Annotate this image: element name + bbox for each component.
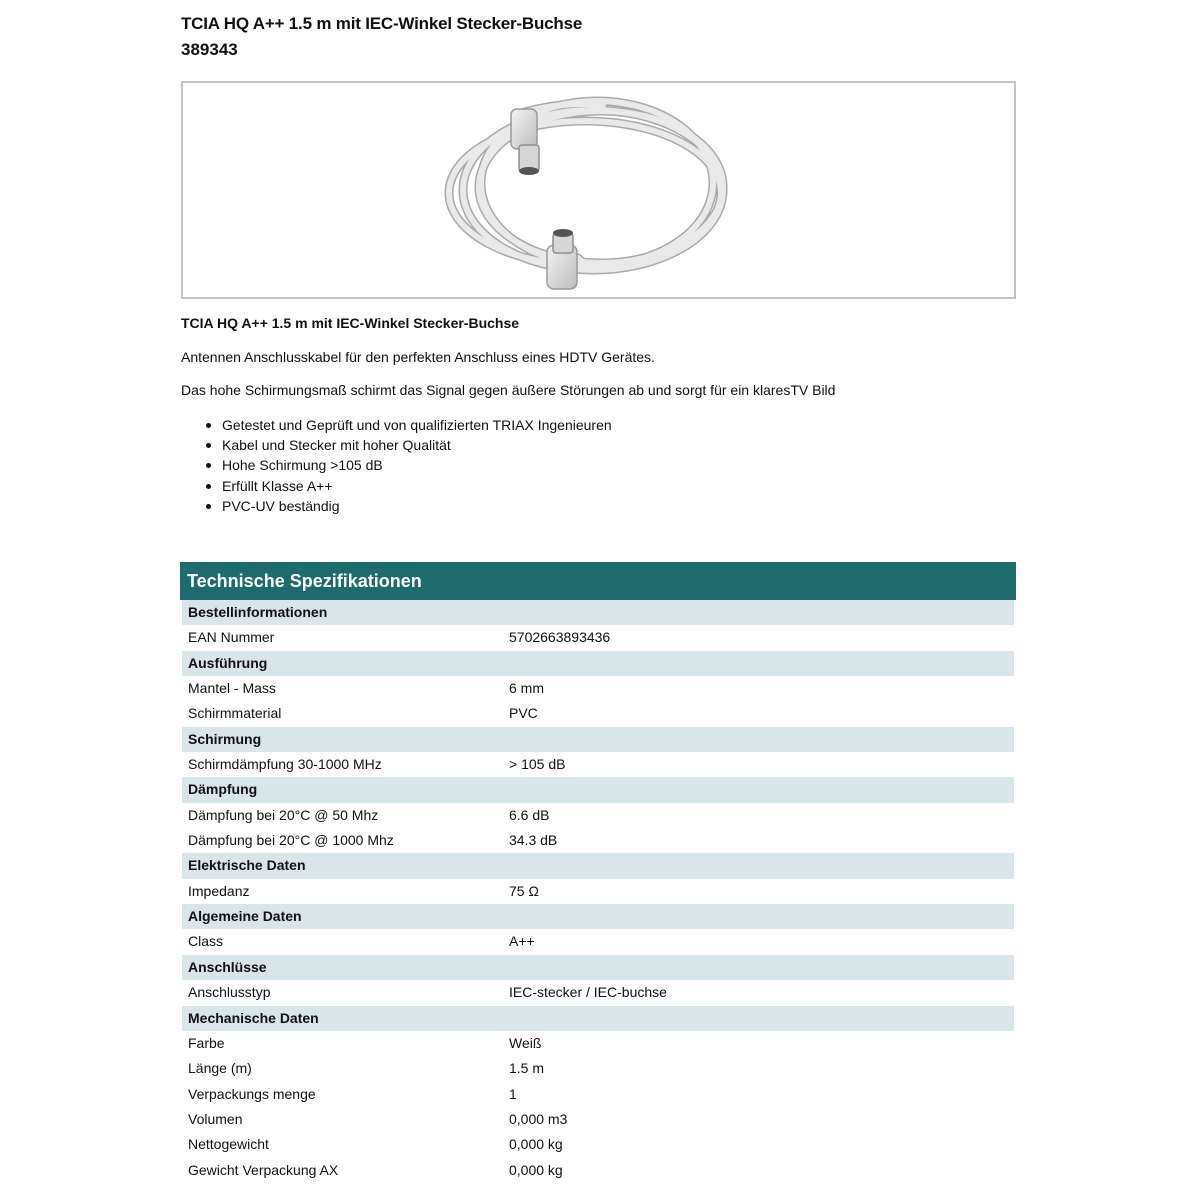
description-paragraph: Antennen Anschlusskabel für den perfekten Anschluss eines HDTV Gerätes. [181,349,655,365]
spec-label: Mantel - Mass [188,680,276,697]
spec-table-body [180,600,1016,1183]
spec-section-header [182,1006,1014,1031]
spec-label: Dämpfung bei 20°C @ 50 Mhz [188,806,379,823]
spec-value: 6 mm [509,680,544,697]
feature-list [181,415,612,516]
spec-section-header [182,651,1014,676]
section-label: Elektrische Daten [188,857,306,874]
table-row [180,1082,1016,1107]
list-item-text: PVC-UV beständig [222,497,340,514]
spec-value: 1 [509,1085,517,1102]
list-item [181,415,612,435]
list-item [181,435,612,455]
bullet-icon [206,484,211,489]
spec-label: Dämpfung bei 20°C @ 1000 Mhz [188,832,394,849]
spec-section-header [182,904,1014,929]
spec-value: 34.3 dB [509,832,558,849]
section-label: Mechanische Daten [188,1009,319,1026]
table-row [180,879,1016,904]
section-label: Schirmung [188,730,262,747]
spec-section-header [182,600,1014,625]
spec-label: Schirmdämpfung 30-1000 MHz [188,756,382,773]
section-label: Dämpfung [188,781,258,798]
spec-value: PVC [509,705,538,722]
list-item-text: Getestet und Geprüft und von qualifizierten TRIAX Ingenieuren [222,417,612,433]
spec-label: Schirmmaterial [188,705,282,722]
list-item-text: Erfüllt Klasse A++ [222,477,333,494]
coaxial-cable-icon [183,83,1014,297]
list-item-text: Kabel und Stecker mit hoher Qualität [222,437,451,454]
spec-label: Nettogewicht [188,1136,269,1153]
spec-label: Anschlusstyp [188,984,271,1001]
spec-value: 5702663893436 [509,629,611,646]
spec-label: EAN Nummer [188,629,275,646]
spec-value: 0,000 kg [509,1136,563,1153]
product-subtitle: TCIA HQ A++ 1.5 m mit IEC-Winkel Stecker-Buchse [181,315,520,331]
spec-label: Gewicht Verpackung AX [188,1161,339,1178]
table-row [180,752,1016,777]
spec-value: 6.6 dB [509,806,550,823]
list-item [181,496,612,516]
page-title: TCIA HQ A++ 1.5 m mit IEC-Winkel Stecker-Buchse [181,14,583,33]
spec-label: Verpackungs menge [188,1085,316,1102]
section-label: Bestellinformationen [188,604,328,620]
list-item-text: Hohe Schirmung >105 dB [222,457,383,474]
table-row [180,1056,1016,1081]
bullet-icon [206,423,211,428]
spec-label: Volumen [188,1110,243,1127]
list-item [181,476,612,496]
bullet-icon [206,443,211,448]
table-row [180,803,1016,828]
spec-value: 0,000 kg [509,1161,563,1178]
spec-value: 75 Ω [509,882,539,899]
section-label: Algemeine Daten [188,908,302,925]
bullet-icon [206,504,211,509]
table-row [180,1031,1016,1056]
article-number: 389343 [181,40,238,59]
spec-label: Länge (m) [188,1060,252,1077]
table-row [180,1158,1016,1183]
spec-label: Farbe [188,1034,225,1051]
spec-section-header [182,727,1014,752]
spec-section-header [182,777,1014,802]
section-label: Anschlüsse [188,958,267,975]
spec-table [180,562,1016,1183]
table-row [180,929,1016,954]
bullet-icon [206,463,211,468]
spec-value: IEC-stecker / IEC-buchse [509,984,667,1001]
spec-label: Impedanz [188,882,250,899]
description-paragraph: Das hohe Schirmungsmaß schirmt das Signal gegen äußere Störungen ab und sorgt für ein klaresTV Bild [181,382,836,398]
spec-value: 1.5 m [509,1060,545,1077]
table-row [180,980,1016,1005]
table-row [180,1107,1016,1132]
spec-label: Class [188,933,224,950]
spec-value: A++ [509,933,535,950]
table-row [180,625,1016,650]
table-row [180,828,1016,853]
section-label: Ausführung [188,654,268,671]
table-row [180,1132,1016,1157]
list-item [181,455,612,475]
spec-section-header [182,955,1014,980]
product-image [181,81,1016,299]
table-row [180,701,1016,726]
spec-value: > 105 dB [509,756,566,773]
spec-section-header [182,853,1014,878]
spec-value: 0,000 m3 [509,1110,568,1127]
table-row [180,676,1016,701]
spec-value: Weiß [509,1034,542,1051]
spec-table-title: Technische Spezifikationen [180,562,1016,600]
